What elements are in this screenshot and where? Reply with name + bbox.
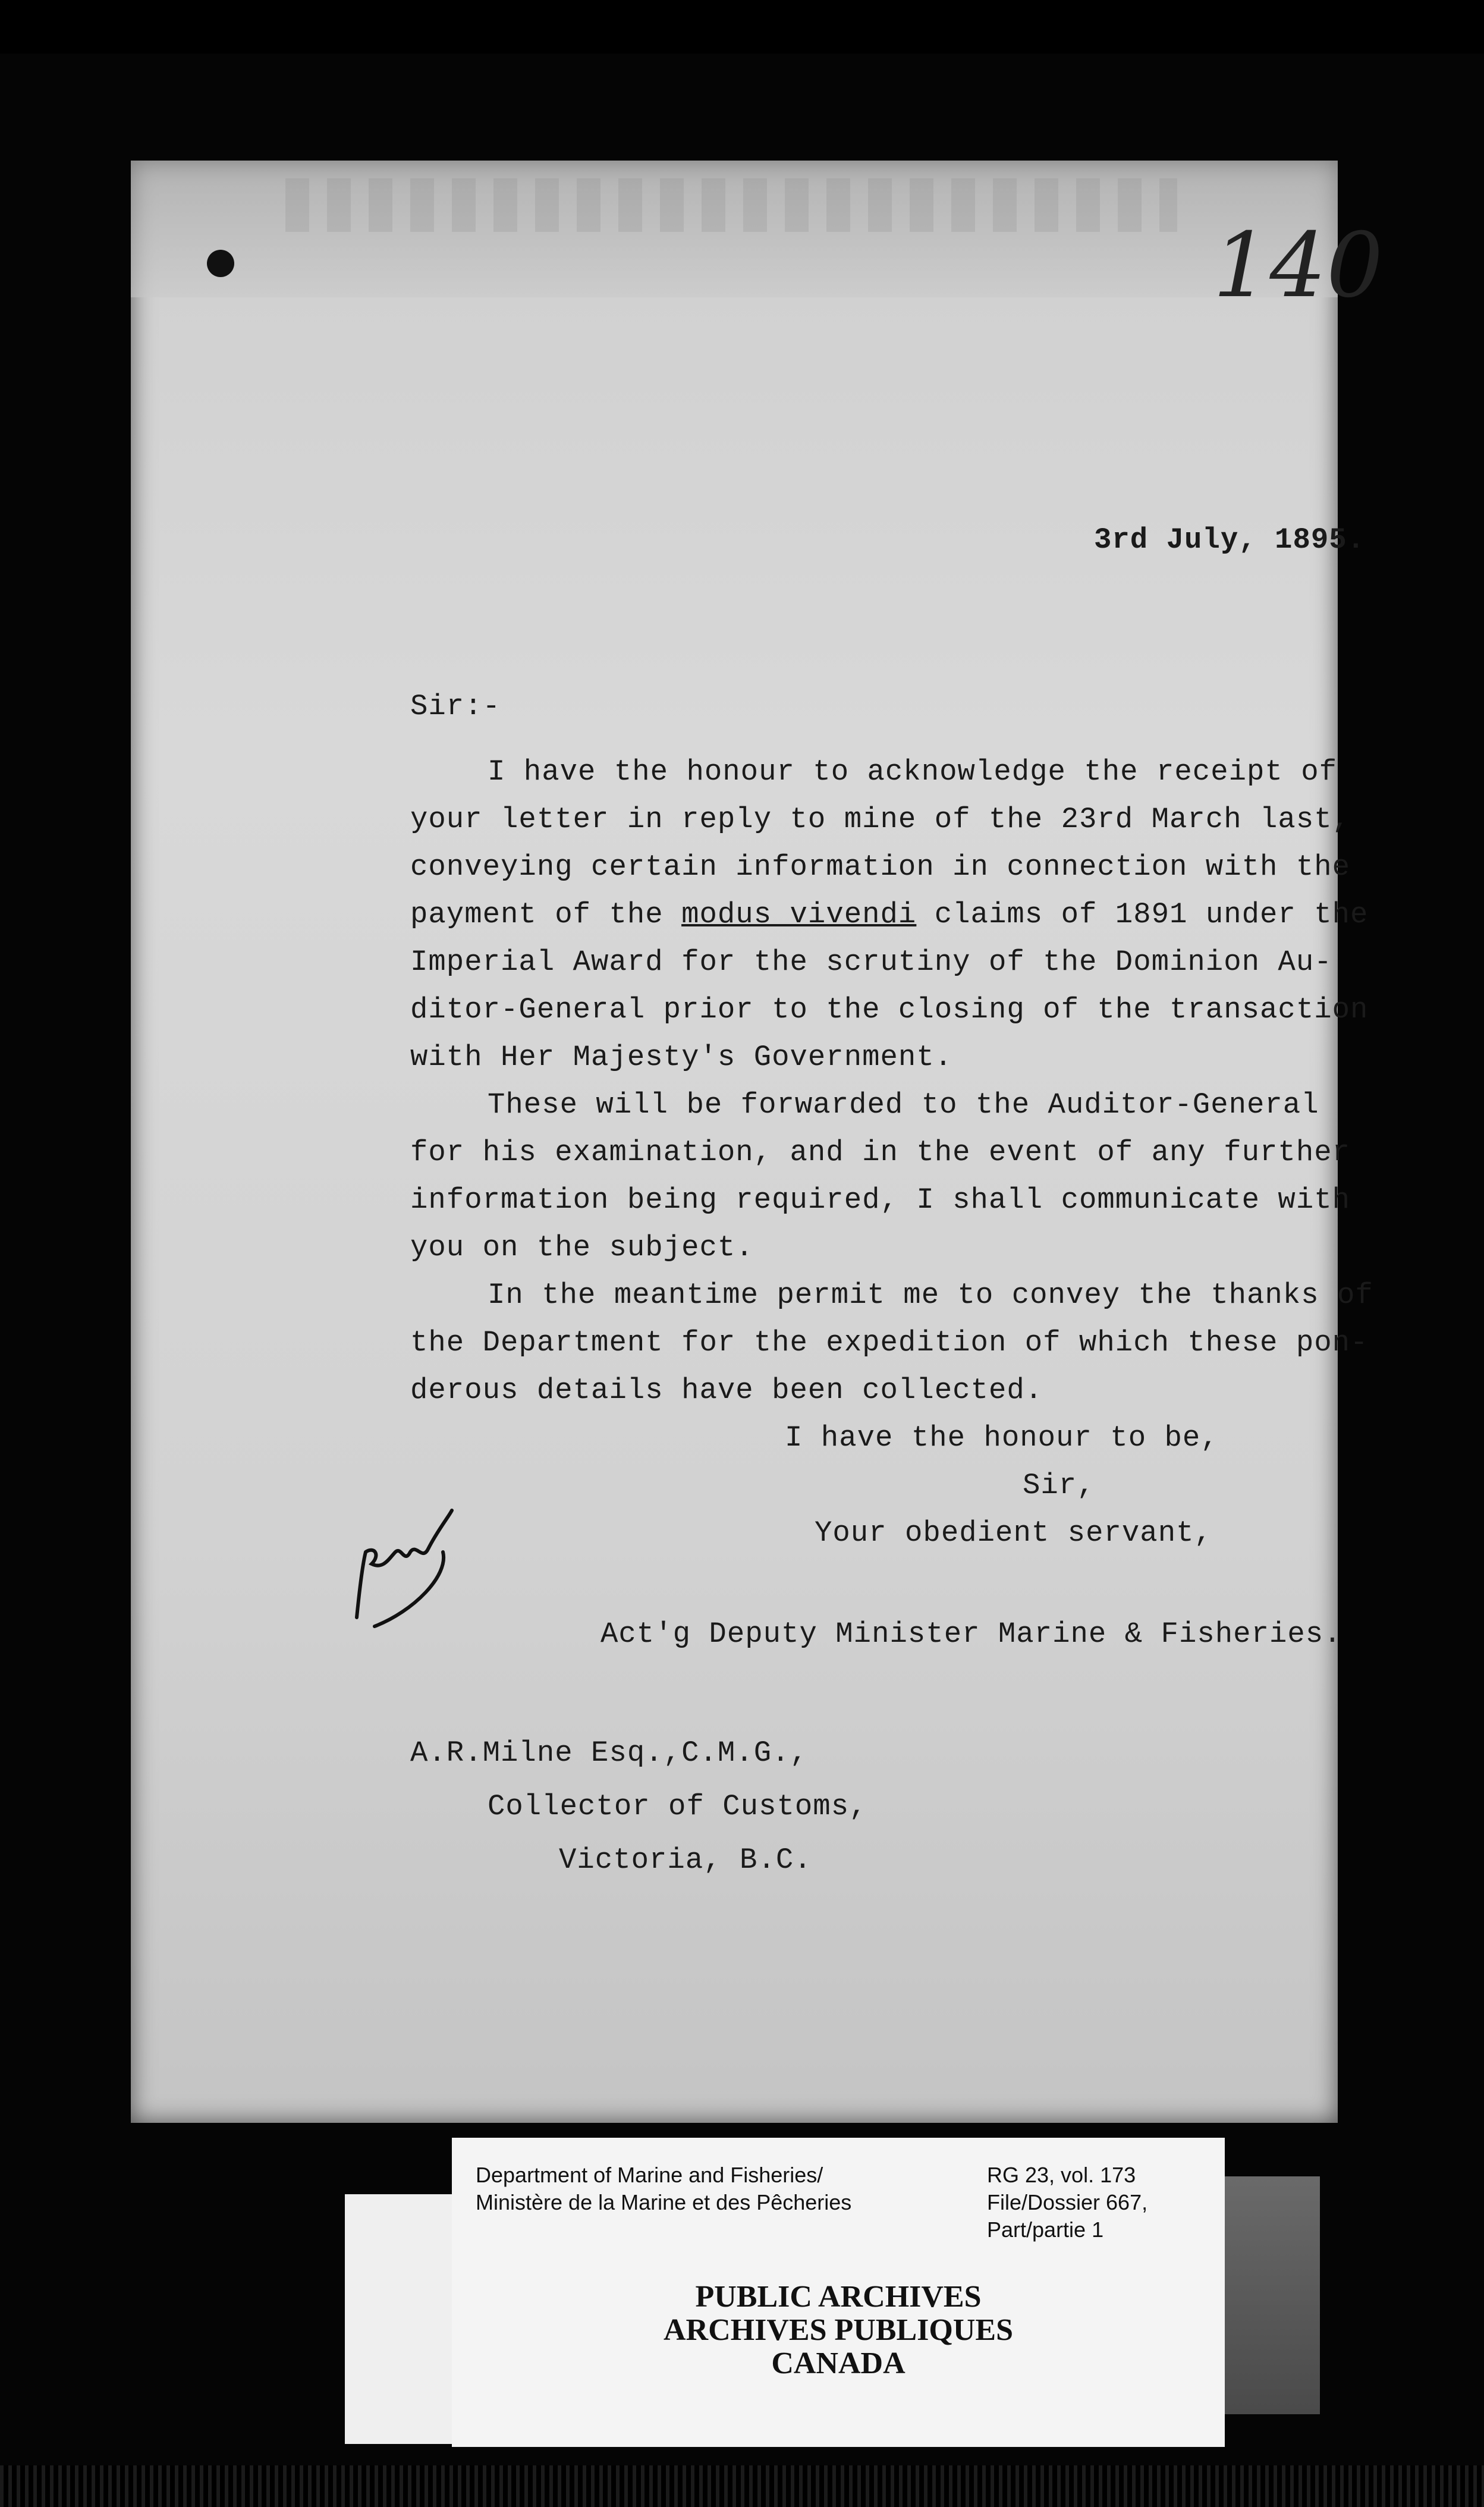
archive-title-line: PUBLIC ARCHIVES [695,2280,982,2314]
body-line: I have the honour to acknowledge the receipt of [488,755,1338,788]
reference-line: RG 23, vol. 173 [987,2163,1136,2187]
reference-line: File/Dossier 667, [987,2190,1148,2214]
body-line: conveying certain information in connection with the [410,850,1351,884]
body-line: Imperial Award for the scrutiny of the Dominion Au- [410,945,1332,979]
body-text: claims of 1891 under the [916,898,1369,931]
closing-line: Sir, [1023,1469,1095,1502]
body-line: derous details have been collected. [410,1374,1043,1407]
body-line: the Department for the expedition of which these pon- [410,1326,1369,1359]
closing-line: Your obedient servant, [815,1516,1212,1550]
reference-line: Part/partie 1 [987,2217,1104,2242]
addressee-line: Collector of Customs, [488,1790,867,1823]
department-line: Department of Marine and Fisheries/ [476,2163,823,2187]
body-line: ditor-General prior to the closing of the transaction [410,993,1369,1026]
modus-vivendi-phrase: modus vivendi [681,898,917,931]
addressee-line: Victoria, B.C. [559,1843,812,1877]
closing-line: I have the honour to be, [785,1421,1219,1454]
body-line: your letter in reply to mine of the 23rd March last, [410,803,1351,836]
body-line: In the meantime permit me to convey the thanks of [488,1278,1373,1312]
body-text: payment of the [410,898,682,931]
archive-title [452,2280,1225,2380]
body-line [410,898,1368,931]
archive-title-line: ARCHIVES PUBLIQUES [663,2313,1014,2347]
archive-label [452,2138,1225,2447]
letter-date: 3rd July, 1895. [1094,523,1366,557]
body-line: for his examination, and in the event of any further [410,1136,1351,1169]
body-line: you on the subject. [410,1231,754,1264]
letter-page [131,161,1384,2123]
film-border-bottom [0,2465,1484,2507]
film-border-top [0,0,1484,54]
addressee-line: A.R.Milne Esq.,C.M.G., [410,1736,808,1770]
letterhead-ghost [285,178,1177,232]
handwritten-initials [348,1498,479,1635]
body-line: with Her Majesty's Government. [410,1041,953,1074]
folio-number: 140 [1213,214,1384,318]
signature-title: Act'g Deputy Minister Marine & Fisheries. [600,1617,1342,1651]
punch-hole [207,250,234,277]
body-line: information being required, I shall communicate with [410,1183,1351,1217]
archive-department [476,2162,851,2216]
salutation: Sir:- [410,690,501,723]
archive-title-line: CANADA [771,2346,906,2380]
department-line: Ministère de la Marine et des Pêcheries [476,2190,852,2214]
body-line: These will be forwarded to the Auditor-General [488,1088,1319,1121]
archive-reference [987,2162,1147,2244]
